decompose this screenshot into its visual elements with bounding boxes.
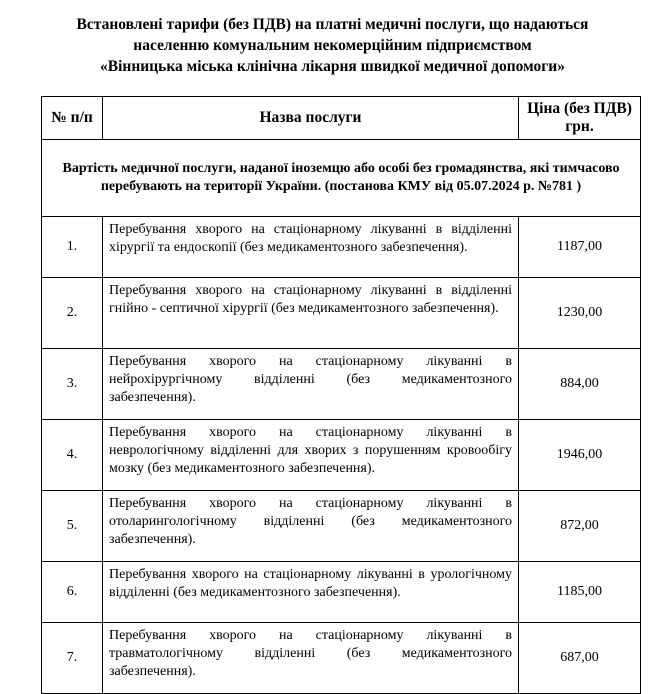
row-service-name: Перебування хворого на стаціонарному лікуванні в відділенні гнійно - септичної хірургії (без медикаментозного забезпечення). — [103, 278, 519, 349]
row-price: 1185,00 — [519, 562, 641, 623]
table-row — [42, 349, 641, 420]
row-number: 1. — [42, 217, 103, 278]
row-price: 687,00 — [519, 623, 641, 694]
table-row — [42, 623, 641, 694]
row-service-name: Перебування хворого на стаціонарному лікуванні в урологічному відділенні (без медикаментозного забезпечення). — [103, 562, 519, 623]
row-price: 1946,00 — [519, 420, 641, 491]
row-number: 2. — [42, 278, 103, 349]
row-price: 872,00 — [519, 491, 641, 562]
table-row — [42, 562, 641, 623]
table-row — [42, 217, 641, 278]
row-number: 3. — [42, 349, 103, 420]
row-number: 7. — [42, 623, 103, 694]
table-row — [42, 420, 641, 491]
title-line-1: Встановлені тарифи (без ПДВ) на платні медичні послуги, що надаються — [76, 16, 589, 33]
row-price: 1230,00 — [519, 278, 641, 349]
row-price: 884,00 — [519, 349, 641, 420]
row-service-name: Перебування хворого на стаціонарному лікуванні в травматологічному відділенні (без медикаментозного забезпечення). — [103, 623, 519, 694]
section-heading: Вартість медичної послуги, наданої іноземцю або особі без громадянства, які тимчасово перебувають на території України. (постанова КМУ від 05.07.2024 р. №781 ) — [42, 140, 641, 217]
header-service-name: Назва послуги — [103, 97, 519, 140]
row-price: 1187,00 — [519, 217, 641, 278]
row-number: 5. — [42, 491, 103, 562]
row-number: 4. — [42, 420, 103, 491]
header-number: № п/п — [42, 97, 103, 140]
title-line-2: населенню комунальним некомерційним підприємством — [133, 37, 532, 54]
table-row — [42, 278, 641, 349]
document-title — [20, 14, 645, 77]
row-service-name: Перебування хворого на стаціонарному лікуванні в неврологічному відділенні для хворих з порушенням кровообігу мозку (без медикаментозного забезпечення). — [103, 420, 519, 491]
row-service-name: Перебування хворого на стаціонарному лікуванні в отоларингологічному відділенні (без медикаментозного забезпечення). — [103, 491, 519, 562]
section-row — [42, 140, 641, 217]
row-service-name: Перебування хворого на стаціонарному лікуванні в відділенні хірургії та ендоскопії (без медикаментозного забезпечення). — [103, 217, 519, 278]
table-header-row — [42, 97, 641, 140]
row-service-name: Перебування хворого на стаціонарному лікуванні в нейрохірургічному відділенні (без медикаментозного забезпечення). — [103, 349, 519, 420]
row-number: 6. — [42, 562, 103, 623]
tariffs-table — [41, 96, 641, 694]
table-row — [42, 491, 641, 562]
title-line-3: «Вінницька міська клінічна лікарня швидкої медичної допомоги» — [100, 58, 565, 75]
header-price: Ціна (без ПДВ) грн. — [519, 97, 641, 140]
